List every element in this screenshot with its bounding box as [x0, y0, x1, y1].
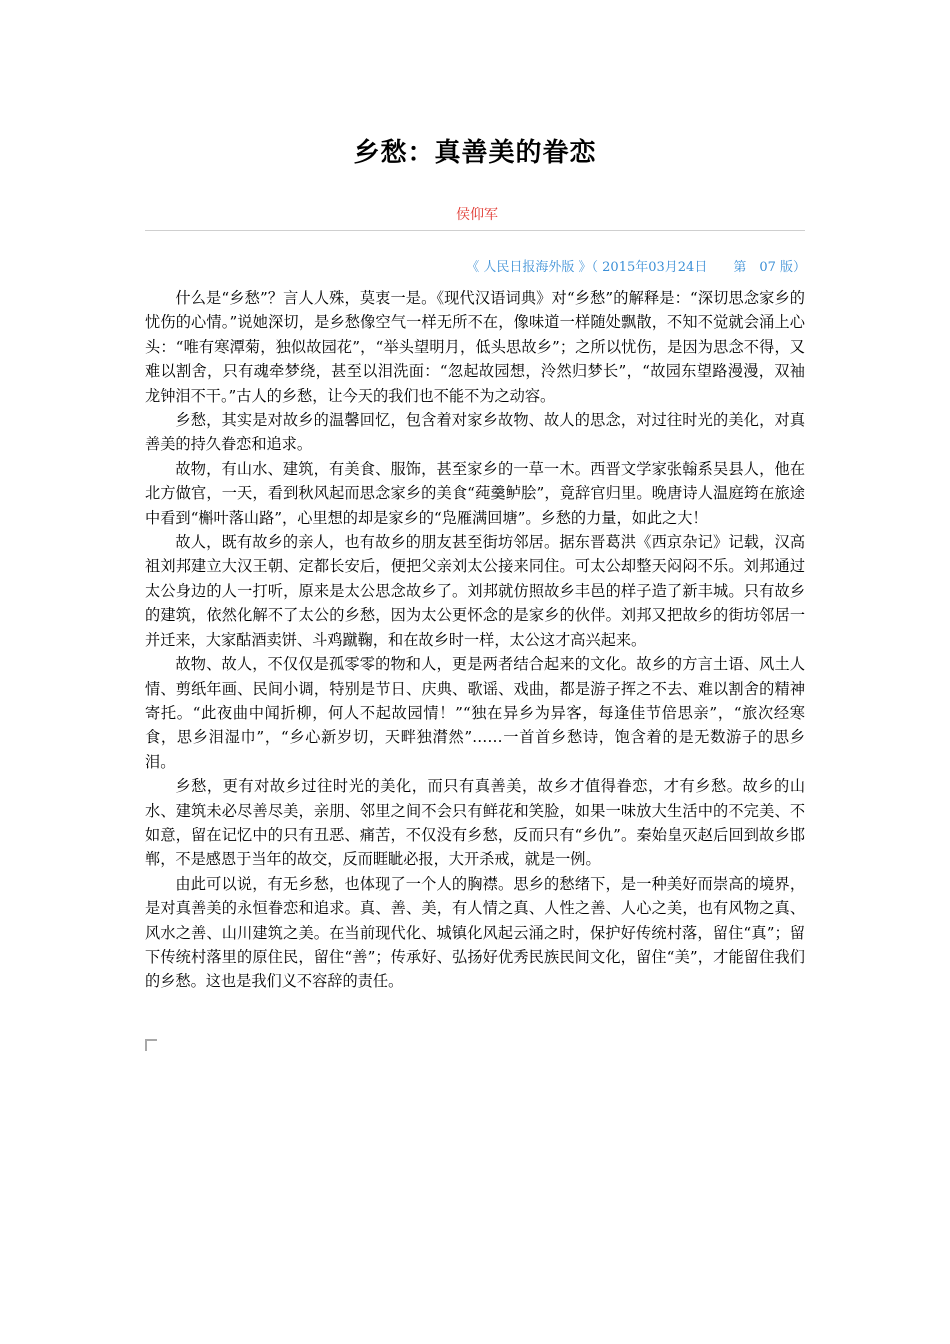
paragraph-4: 故人，既有故乡的亲人，也有故乡的朋友甚至街坊邻居。据东晋葛洪《西京杂记》记载，汉高祖刘邦建立大汉王朝、定都长安后，便把父亲刘太公接来同住。可太公却整天闷闷不乐。刘邦通过太公身边的人一打听，原来是太公思念故乡了。刘邦就仿照故乡丰邑的样子造了新丰城。只有故乡的建筑，依然化解不了太公的乡愁，因为太公更怀念的是家乡的伙伴。刘邦又把故乡的街坊邻居一并迁来，大家酤酒卖饼、斗鸡蹴鞠，和在故乡时一样，太公这才高兴起来。 [145, 533, 805, 649]
article-source[interactable]: 《 人民日报海外版 》（ 2015年03月24日 第 07 版） [466, 260, 806, 275]
paragraph-6: 乡愁，更有对故乡过往时光的美化，而只有真善美，故乡才值得眷恋，才有乡愁。故乡的山水、建筑未必尽善尽美，亲朋、邻里之间不会只有鲜花和笑脸，如果一味放大生活中的不完美、不如意，留在记忆中的只有丑恶、痛苦，不仅没有乡愁，反而只有“乡仇”。秦始皇灭赵后回到故乡邯郸，不是感恩于当年的故交，反而睚眦必报，大开杀戒，就是一例。 [145, 777, 805, 869]
paragraph-3: 故物，有山水、建筑，有美食、服饰，甚至家乡的一草一木。西晋文学家张翰系吴县人，他在北方做官，一天，看到秋风起而思念家乡的美食“莼羹鲈脍”，竟辞官归里。晚唐诗人温庭筠在旅途中看到“槲叶落山路”，心里想的却是家乡的“凫雁满回塘”。乡愁的力量，如此之大！ [145, 459, 805, 527]
article-author[interactable]: 侯仰军 [456, 207, 498, 223]
paragraph-2: 乡愁，其实是对故乡的温馨回忆，包含着对家乡故物、故人的思念，对过往时光的美化，对真善美的持久眷恋和追求。 [145, 411, 805, 454]
header-divider [145, 230, 805, 231]
article-body [145, 286, 805, 994]
paragraph-5: 故物、故人，不仅仅是孤零零的物和人，更是两者结合起来的文化。故乡的方言土语、风土人情、剪纸年画、民间小调，特别是节日、庆典、歌谣、戏曲，都是游子挥之不去、难以割舍的精神寄托。“此夜曲中闻折柳，何人不起故园情！”“独在异乡为异客，每逢佳节倍思亲”，“旅次经寒食，思乡泪湿巾”，“乡心新岁切，天畔独潸然”……一首首乡愁诗，饱含着的是无数游子的思乡泪。 [145, 655, 805, 771]
corner-marker-icon [145, 1039, 157, 1051]
paragraph-7: 由此可以说，有无乡愁，也体现了一个人的胸襟。思乡的愁绪下，是一种美好而崇高的境界，是对真善美的永恒眷恋和追求。真、善、美，有人情之真、人性之善、人心之美，也有风物之真、风水之善、山川建筑之美。在当前现代化、城镇化风起云涌之时，保护好传统村落，留住“真”；留下传统村落里的原住民，留住“善”；传承好、弘扬好优秀民族民间文化，留住“美”，才能留住我们的乡愁。这也是我们义不容辞的责任。 [145, 874, 805, 991]
article-title: 乡愁：真善美的眷恋 [353, 138, 597, 168]
paragraph-1: 什么是“乡愁”？言人人殊，莫衷一是。《现代汉语词典》对“乡愁”的解释是：“深切思念家乡的忧伤的心情。”说她深切，是乡愁像空气一样无所不在，像味道一样随处飘散，不知不觉就会涌上心头：“唯有寒潭菊，独似故园花”，“举头望明月，低头思故乡”；之所以忧伤，是因为思念不得，又难以割舍，只有魂牵梦绕，甚至以泪洗面：“忽起故园想，泠然归梦长”，“故园东望路漫漫，双袖龙钟泪不干。”古人的乡愁，让今天的我们也不能不为之动容。 [145, 289, 805, 405]
